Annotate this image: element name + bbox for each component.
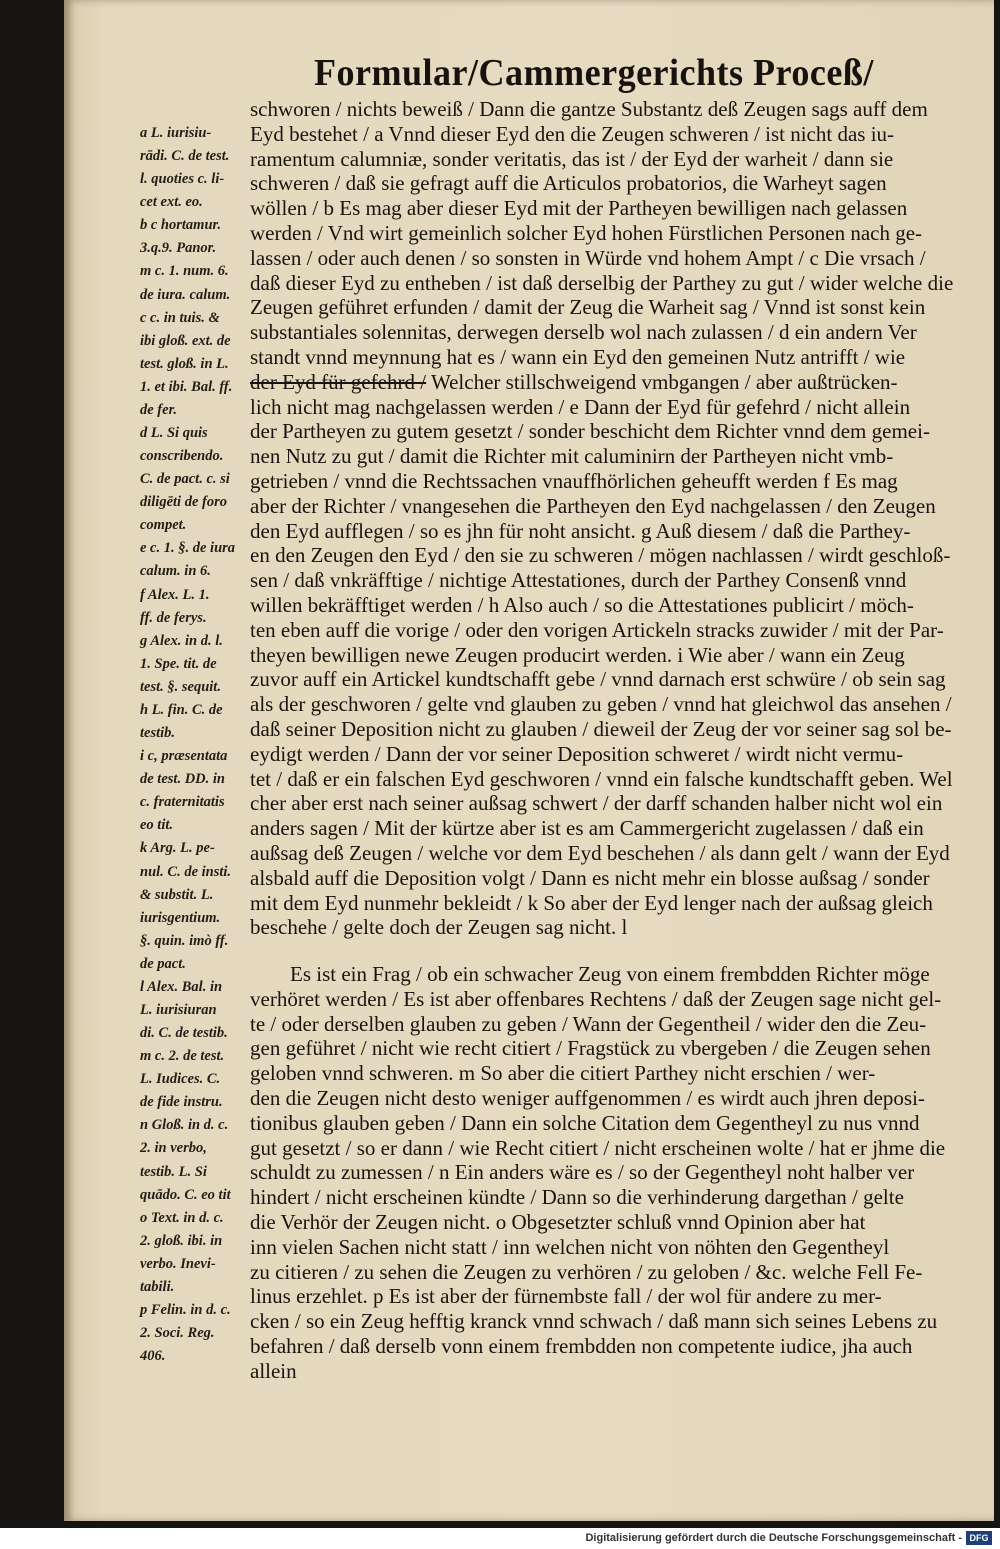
text-line: mit dem Eyd nunmehr bekleidt / k So aber der Eyd lenger nach der außsag gleich <box>250 890 933 915</box>
text-line: zu citieren / zu sehen die Zeugen zu verhören / zu geloben / &c. welche Fell Fe- <box>250 1259 923 1284</box>
margin-note-line: calum. in 6. <box>140 563 211 580</box>
margin-note-line: o Text. in d. c. <box>140 1209 224 1226</box>
margin-note-line: conscribendo. <box>140 448 224 465</box>
text-line: den die Zeugen nicht desto weniger auffgenommen / es wirdt auch jhren deposi- <box>250 1086 925 1111</box>
text-line: cken / so ein Zeug hefftig kranck vnnd schwach / daß mann sich seines Lebens zu <box>250 1309 938 1334</box>
margin-note-line: l Alex. Bal. in <box>140 978 223 995</box>
margin-note-line: verbo. Inevi- <box>140 1255 216 1272</box>
margin-note-line: ff. de ferys. <box>140 609 207 626</box>
margin-note-line: i c, præsentata <box>140 748 228 765</box>
text-line: nen Nutz zu gut / damit die Richter mit caluminirn der Partheyen nicht vmb- <box>250 444 894 469</box>
main-text <box>250 97 968 1384</box>
margin-note-line: L. iurisiuran <box>140 1001 217 1018</box>
text-line: lich nicht mag nachgelassen werden / e Dann der Eyd für gefehrd / nicht allein <box>250 394 911 419</box>
margin-note-line: l. quoties c. li- <box>140 171 225 188</box>
text-line: en den Zeugen den Eyd / den sie zu schweren / mögen nachlassen / wirdt geschloß- <box>250 543 951 568</box>
margin-note-line: 2. Soci. Reg. <box>140 1325 215 1342</box>
text-line: theyen bewilligen newe Zeugen producirt werden. i Wie aber / wann ein Zeug <box>250 642 905 667</box>
text-line: getrieben / vnnd die Rechtssachen vnauffhörlichen geheufft werden f Es mag <box>250 468 898 493</box>
margin-note-line: iurisgentium. <box>140 909 221 926</box>
margin-note-line: rādi. C. de test. <box>140 148 230 165</box>
margin-notes <box>140 122 258 1368</box>
text-line: daß dieser Eyd zu entheben / ist daß derselbig der Parthey zu gut / wider welche die <box>250 270 954 295</box>
text-line: hindert / nicht erscheinen kündte / Dann so die verhinderung dargethan / gelte <box>250 1185 904 1210</box>
line-text: Welcher stillschweigend vmbgangen / aber außtrücken- <box>426 369 898 394</box>
margin-note-line: ibi gloß. ext. de <box>140 332 231 349</box>
text-line: linus erzehlet. p Es ist aber der fürnembste fall / der wol für andere zu mer- <box>250 1284 882 1309</box>
margin-note-line: de pact. <box>140 955 186 972</box>
text-line <box>250 370 968 395</box>
margin-note-line: e c. 1. §. de iura <box>140 540 236 557</box>
text-line: der Partheyen zu gutem gesetzt / sonder beschicht dem Richter vnnd dem gemei- <box>250 419 930 444</box>
text-line: lassen / oder auch denen / so sonsten in Würde vnd hohem Ampt / c Die vrsach / <box>250 245 926 270</box>
text-line: tionibus glauben geben / Dann ein solche Citation dem Gegentheyl zu nus vnnd <box>250 1110 920 1135</box>
margin-note-line: 2. gloß. ibi. in <box>140 1232 223 1249</box>
text-line: schweren / daß sie gefragt auff die Articulos probatorios, die Warheyt sagen <box>250 171 887 196</box>
margin-note-line: quādo. C. eo tit <box>140 1186 231 1203</box>
paragraph <box>250 962 968 1384</box>
text-line: eydigt werden / Dann der vor seiner Deposition schweret / wirdt nicht vermu- <box>250 741 904 766</box>
margin-note-line: eo tit. <box>140 817 174 834</box>
margin-note-line: de fer. <box>140 401 178 418</box>
text-line: anders sagen / Mit der kürtze aber ist es am Cammergericht zugelassen / daß ein <box>250 816 924 841</box>
margin-note-line: testib. L. Si <box>140 1163 207 1180</box>
margin-note-line: p Felin. in d. c. <box>140 1301 231 1318</box>
text-line: beschehe / gelte doch der Zeugen sag nicht. l <box>250 915 628 940</box>
text-line: aber der Richter / vnangesehen die Partheyen den Eyd nachgelassen / den Zeugen <box>250 493 936 518</box>
margin-note-line: c c. in tuis. & <box>140 309 220 326</box>
margin-note-line: nul. C. de insti. <box>140 863 232 880</box>
text-line: befahren / daß derselb vonn einem frembdden non competente iudice, jha auch <box>250 1334 913 1359</box>
margin-note-line: 406. <box>140 1348 166 1365</box>
margin-note-line: test. §. sequit. <box>140 678 221 695</box>
text-line: gen geführet / nicht wie recht citiert / Fragstück zu vbergeben / die Zeugen sehen <box>250 1036 931 1061</box>
text-line: daß seiner Deposition nicht zu glauben / dieweil der Zeug der vor seiner sag sol be- <box>250 716 952 741</box>
text-line: die Verhör der Zeugen nicht. o Obgesetzter schluß vnnd Opinion aber hat <box>250 1210 866 1235</box>
margin-note-line: de test. DD. in <box>140 771 225 788</box>
dfg-logo: DFG <box>966 1531 992 1545</box>
text-line: allein <box>250 1358 297 1383</box>
margin-note-line: 1. Spe. tit. de <box>140 655 217 672</box>
text-line: standt vnnd meynnung hat es / wann ein Eyd den gemeinen Nutz antrifft / wie <box>250 344 906 369</box>
margin-note-line: f Alex. L. 1. <box>140 586 210 603</box>
text-line: schuldt zu zumessen / n Ein anders wäre es / so der Gegentheyl noht halber ver <box>250 1160 915 1185</box>
margin-note-line: test. gloß. in L. <box>140 355 229 372</box>
text-line: te / oder derselben glauben zu geben / Wann der Gegentheil / wider den die Zeu- <box>250 1011 927 1036</box>
margin-note-line: n Gloß. in d. c. <box>140 1117 229 1134</box>
margin-note-line: m c. 2. de test. <box>140 1048 225 1065</box>
margin-note-line: di. C. de testib. <box>140 1025 228 1042</box>
text-line: tet / daß er ein falschen Eyd geschworen / vnnd ein falsche kundtschafft geben. Wel <box>250 766 953 791</box>
text-line: schworen / nichts beweiß / Dann die gantze Substantz deß Zeugen sags auff dem <box>250 97 928 121</box>
margin-note-line: 2. in verbo, <box>140 1140 207 1157</box>
text-line: Zeugen geführet erfunden / damit der Zeug die Warheit sag / Vnnd ist sonst kein <box>250 295 926 320</box>
text-line: cher aber erst nach seiner außsag schwert / der darff schanden halber nicht wol ein <box>250 791 943 816</box>
text-line: geloben vnnd schweren. m So aber die citiert Parthey nicht erschien / wer- <box>250 1061 876 1086</box>
text-line: Es ist ein Frag / ob ein schwacher Zeug von einem frembdden Richter möge <box>290 962 930 987</box>
text-line: alsbald auff die Deposition volgt / Dann es nicht mehr ein blosse außsag / sonder <box>250 865 930 890</box>
text-line: verhöret werden / Es ist aber offenbares Rechtens / daß der Zeugen sage nicht gel- <box>250 986 942 1011</box>
text-line: ramentum calumniæ, sonder veritatis, das ist / der Eyd der warheit / dann sie <box>250 146 894 171</box>
margin-note-line: de fide instru. <box>140 1094 223 1111</box>
paragraph <box>250 97 968 940</box>
text-line: wöllen / b Es mag aber dieser Eyd mit der Partheyen bewilligen nach gelassen <box>250 196 908 221</box>
text-line: Eyd bestehet / a Vnnd dieser Eyd den die Zeugen schweren / ist nicht das iu- <box>250 121 895 146</box>
margin-note-line: a L. iurisiu- <box>140 125 212 141</box>
margin-note-line: h L. fin. C. de <box>140 701 223 718</box>
margin-note-line: b c hortamur. <box>140 217 221 234</box>
book-page <box>64 0 994 1521</box>
text-line: zuvor auff ein Artickel kundtschafft gebe / vnnd darnach erst schwüre / ob sein sag <box>250 667 946 692</box>
text-line: gut gesetzt / so er dann / wie Recht citiert / nicht erscheinen wolte / hat er jhme die <box>250 1135 946 1160</box>
margin-note-line: d L. Si quis <box>140 425 208 442</box>
margin-note-line: testib. <box>140 725 176 742</box>
text-line: ten eben auff die vorige / oder den vorigen Artickeln stracks zuwider / mit der Par- <box>250 617 944 642</box>
margin-note-line: 1. et ibi. Bal. ff. <box>140 378 233 395</box>
text-line: als der geschworen / gelte vnd glauben zu geben / vnnd hat gleichwol das ansehen / <box>250 692 952 717</box>
margin-note-line: compet. <box>140 517 187 534</box>
margin-note-line: L. Iudices. C. <box>140 1071 221 1088</box>
margin-note-line: §. quin. imò ff. <box>140 932 229 949</box>
text-line: inn vielen Sachen nicht statt / inn welchen nicht von nöhten den Gegentheyl <box>250 1234 890 1259</box>
margin-note-line: de iura. calum. <box>140 286 231 303</box>
text-line: außsag deß Zeugen / welche vor dem Eyd beschehen / als dann gelt / wann der Eyd <box>250 840 950 865</box>
text-line: substantiales solennitas, derwegen derselb wol nach zulassen / d ein andern Ver <box>250 320 917 345</box>
margin-note-line: C. de pact. c. si <box>140 471 230 488</box>
margin-note-line: diligēti de foro <box>140 494 227 511</box>
footer-credit: Digitalisierung gefördert durch die Deutsche Forschungsgemeinschaft - <box>585 1532 962 1544</box>
margin-note-line: tabili. <box>140 1278 175 1295</box>
margin-note-line: 3.q.9. Panor. <box>140 240 217 257</box>
footer-bar <box>0 1528 1000 1549</box>
margin-note-line: cet ext. eo. <box>140 194 203 211</box>
margin-note-line: m c. 1. num. 6. <box>140 263 229 280</box>
margin-note-line: k Arg. L. pe- <box>140 840 215 857</box>
text-line: sen / daß vnkräfftige / nichtige Attestationes, durch der Parthey Consenß vnnd <box>250 568 907 593</box>
text-line: willen bekräfftiget werden / h Also auch / so die Attestationes publicirt / möch- <box>250 592 914 617</box>
running-title: Formular/Cammergerichts Proceß/ <box>314 52 874 94</box>
margin-note-line: & substit. L. <box>140 886 214 903</box>
margin-note-line: c. fraternitatis <box>140 794 225 811</box>
text-line: werden / Vnd wirt gemeinlich solcher Eyd hohen Fürstlichen Personen nach ge- <box>250 220 923 245</box>
margin-note-line: g Alex. in d. l. <box>140 632 223 649</box>
text-line: den Eyd aufflegen / so es jhn für noht ansicht. g Auß diesem / daß die Parthey- <box>250 518 911 543</box>
struck-text: der Eyd für gefehrd / <box>250 369 427 394</box>
